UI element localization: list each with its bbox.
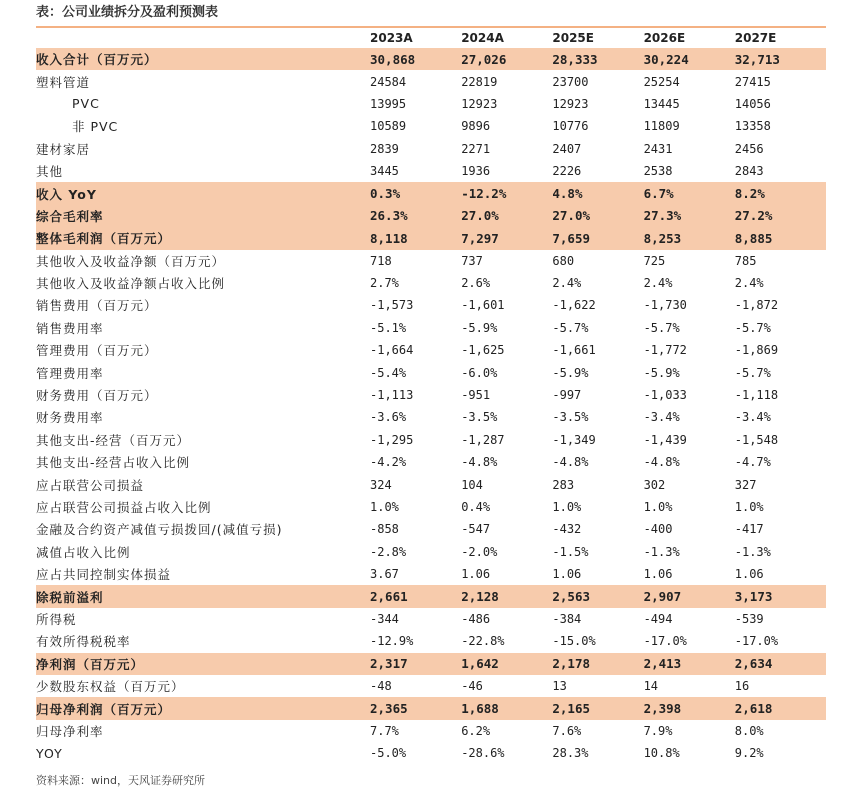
table-row	[36, 384, 826, 406]
value-cell: -1.5%	[552, 544, 589, 559]
value-cell: -17.0%	[643, 634, 687, 649]
row-label: 净利润（百万元）	[36, 656, 145, 672]
value-cell: -539	[734, 611, 764, 626]
row-label: 收入合计（百万元）	[36, 52, 158, 68]
row-label: 其他收入及收益净额占收入比例	[36, 276, 226, 292]
value-cell: -3.5%	[552, 410, 589, 425]
table-row	[36, 272, 826, 294]
value-cell: 2,413	[643, 656, 682, 672]
value-cell: 2,661	[370, 589, 408, 605]
value-cell: -1,439	[643, 432, 687, 447]
value-cell: 22819	[461, 74, 498, 89]
value-cell: -3.6%	[370, 410, 407, 425]
value-cell: -22.8%	[461, 634, 505, 649]
table-row	[36, 496, 826, 518]
value-cell: -2.0%	[461, 544, 498, 559]
header-year: 2023A	[370, 31, 413, 45]
row-label: 财务费用（百万元）	[36, 388, 158, 404]
value-cell: 1.0%	[552, 500, 582, 514]
value-cell: 2,618	[734, 701, 773, 717]
value-cell: -1,664	[370, 343, 414, 358]
value-cell: 1.0%	[643, 500, 673, 514]
value-cell: 6.2%	[461, 723, 491, 738]
row-label: 塑料管道	[36, 74, 91, 90]
row-label: 归母净利率	[36, 723, 104, 739]
value-cell: 0.3%	[370, 186, 401, 202]
value-cell: -858	[370, 522, 399, 537]
row-label: 建材家居	[36, 141, 91, 157]
value-cell: 737	[461, 253, 483, 268]
row-label: 整体毛利润（百万元）	[36, 231, 172, 247]
value-cell: 7.6%	[552, 723, 582, 738]
value-cell: -1,772	[643, 343, 687, 358]
value-cell: 718	[370, 253, 392, 268]
forecast-table	[36, 26, 826, 765]
row-label: 非 PVC	[72, 119, 119, 135]
value-cell: -4.8%	[461, 455, 498, 470]
row-label: 其他	[36, 164, 64, 180]
value-cell: -5.7%	[643, 320, 680, 335]
value-cell: 28.3%	[552, 746, 589, 761]
value-cell: 104	[461, 477, 483, 492]
value-cell: 680	[552, 253, 575, 268]
table-row	[36, 451, 826, 473]
value-cell: -5.9%	[461, 320, 498, 335]
value-cell: 13	[552, 679, 567, 694]
table-row	[36, 675, 826, 697]
table-row	[36, 339, 826, 361]
table-row	[36, 138, 826, 160]
value-cell: 2538	[643, 164, 673, 179]
value-cell: 2,634	[734, 656, 773, 672]
value-cell: -1,869	[734, 343, 779, 358]
value-cell: 4.8%	[552, 186, 583, 202]
value-cell: -4.2%	[370, 455, 407, 470]
value-cell: -1,113	[370, 388, 414, 403]
value-cell: 302	[643, 477, 666, 492]
value-cell: 25254	[643, 74, 680, 89]
value-cell: -3.5%	[461, 410, 498, 425]
value-cell: 7.9%	[643, 723, 673, 738]
value-cell: -1,730	[643, 298, 687, 313]
row-label: 其他收入及收益净额（百万元）	[36, 253, 226, 269]
value-cell: 32,713	[734, 51, 780, 67]
value-cell: 27,026	[461, 51, 507, 67]
value-cell: 30,868	[370, 51, 416, 67]
value-cell: 16	[734, 679, 750, 694]
value-cell: -17.0%	[734, 634, 779, 649]
value-cell: -46	[461, 679, 483, 694]
row-label: 销售费用率	[36, 320, 104, 336]
value-cell: 8,885	[734, 230, 773, 246]
value-cell: -1,622	[552, 298, 596, 313]
value-cell: -48	[370, 679, 392, 694]
value-cell: -5.9%	[552, 365, 589, 380]
table-row	[36, 70, 826, 92]
value-cell: 13445	[643, 96, 680, 111]
row-label: 应占联营公司损益占收入比例	[36, 500, 212, 515]
value-cell: 13995	[370, 96, 407, 111]
row-label: 归母净利润（百万元）	[36, 701, 172, 717]
value-cell: 9896	[461, 119, 491, 134]
value-cell: -417	[734, 522, 764, 537]
row-label: 所得税	[36, 611, 77, 627]
value-cell: -12.2%	[461, 186, 507, 202]
row-label: 应占共同控制实体损益	[36, 567, 172, 583]
value-cell: -951	[461, 388, 491, 403]
row-label: 金融及合约资产减值亏损拨回/(减值亏损)	[36, 522, 283, 538]
value-cell: -1,118	[734, 388, 779, 403]
value-cell: 8.0%	[734, 723, 764, 738]
table-row	[36, 630, 826, 652]
value-cell: 2431	[643, 141, 673, 156]
value-cell: 27415	[734, 74, 771, 89]
value-cell: 785	[734, 253, 757, 268]
table-row	[36, 563, 826, 585]
value-cell: -4.8%	[552, 455, 589, 470]
value-cell: 12923	[461, 96, 498, 111]
value-cell: 27.2%	[734, 208, 773, 224]
value-cell: -1,625	[461, 343, 505, 358]
table-row	[36, 742, 826, 764]
value-cell: 0.4%	[461, 500, 491, 514]
value-cell: -5.7%	[734, 320, 771, 335]
value-cell: -494	[643, 611, 673, 626]
table-row	[36, 720, 826, 742]
header-year: 2024A	[461, 31, 504, 45]
table-row	[36, 585, 826, 607]
table-row	[36, 115, 826, 137]
table-row	[36, 250, 826, 272]
value-cell: 7,659	[552, 230, 591, 246]
header-year: 2027E	[734, 31, 777, 45]
value-cell: 2,398	[643, 701, 682, 717]
value-cell: 2,317	[370, 656, 408, 672]
header-year: 2026E	[643, 31, 686, 45]
row-label: 有效所得税税率	[36, 634, 131, 650]
value-cell: -5.7%	[734, 365, 771, 380]
value-cell: -3.4%	[734, 410, 771, 425]
value-cell: 12923	[552, 96, 589, 111]
row-label: 财务费用率	[36, 410, 104, 426]
row-label: 少数股东权益（百万元）	[36, 679, 185, 695]
row-label: 除税前溢利	[36, 589, 104, 605]
value-cell: 13358	[734, 119, 771, 134]
row-label: 应占联营公司损益	[36, 477, 145, 493]
value-cell: 2.7%	[370, 276, 399, 291]
value-cell: 24584	[370, 74, 407, 89]
value-cell: 1.06	[461, 567, 491, 582]
value-cell: -1,661	[552, 343, 596, 358]
value-cell: -4.8%	[643, 455, 680, 470]
value-cell: -12.9%	[370, 634, 414, 649]
value-cell: -1.3%	[643, 544, 680, 559]
table-header-row	[36, 28, 826, 48]
value-cell: 324	[370, 477, 392, 492]
value-cell: -5.9%	[643, 365, 680, 380]
value-cell: 1.0%	[734, 500, 764, 514]
row-label: 收入 YoY	[36, 186, 97, 202]
value-cell: 2.4%	[643, 276, 673, 291]
row-label: 管理费用（百万元）	[36, 343, 158, 359]
value-cell: 27.3%	[643, 208, 682, 224]
value-cell: 1,642	[461, 656, 499, 672]
value-cell: 8.2%	[734, 186, 765, 202]
value-cell: -5.0%	[370, 746, 407, 761]
table-row	[36, 160, 826, 182]
row-label: 管理费用率	[36, 365, 104, 381]
value-cell: -15.0%	[552, 634, 596, 649]
source-note: 资料来源：wind，天风证券研究所	[36, 774, 206, 787]
value-cell: 11809	[643, 119, 680, 134]
value-cell: 23700	[552, 74, 589, 89]
value-cell: 6.7%	[643, 186, 674, 202]
value-cell: 7,297	[461, 230, 499, 246]
value-cell: 1936	[461, 164, 491, 179]
row-label: 其他支出-经营占收入比例	[36, 455, 191, 471]
value-cell: -5.4%	[370, 365, 407, 380]
value-cell: 2407	[552, 141, 582, 156]
value-cell: 10589	[370, 119, 407, 134]
value-cell: -5.1%	[370, 320, 407, 335]
value-cell: 9.2%	[734, 746, 764, 761]
table-body	[36, 48, 826, 765]
value-cell: -997	[552, 388, 582, 403]
row-label: 综合毛利率	[36, 208, 104, 224]
value-cell: 10776	[552, 119, 589, 134]
value-cell: 283	[552, 477, 575, 492]
value-cell: 27.0%	[552, 208, 591, 224]
table-row	[36, 697, 826, 719]
value-cell: -1,573	[370, 298, 414, 313]
table-row	[36, 294, 826, 316]
value-cell: 2,563	[552, 589, 591, 605]
value-cell: 2,165	[552, 701, 591, 717]
table-row	[36, 48, 826, 70]
value-cell: 2,365	[370, 701, 408, 717]
value-cell: 1,688	[461, 701, 499, 717]
value-cell: -384	[552, 611, 582, 626]
table-row	[36, 429, 826, 451]
value-cell: 2456	[734, 141, 764, 156]
table-row	[36, 227, 826, 249]
value-cell: -344	[370, 611, 399, 626]
value-cell: 1.06	[643, 567, 673, 582]
value-cell: -486	[461, 611, 491, 626]
value-cell: -3.4%	[643, 410, 680, 425]
value-cell: 2.4%	[734, 276, 764, 291]
value-cell: 10.8%	[643, 746, 680, 761]
value-cell: 28,333	[552, 51, 598, 67]
row-label: 其他支出-经营（百万元）	[36, 432, 191, 448]
value-cell: 2,907	[643, 589, 682, 605]
table-row	[36, 541, 826, 563]
table-row	[36, 361, 826, 383]
value-cell: -1,349	[552, 432, 596, 447]
value-cell: -28.6%	[461, 746, 505, 761]
value-cell: 26.3%	[370, 208, 408, 224]
value-cell: 2.6%	[461, 276, 491, 291]
value-cell: 14056	[734, 96, 771, 111]
value-cell: -6.0%	[461, 365, 498, 380]
table-row	[36, 317, 826, 339]
table-row	[36, 93, 826, 115]
value-cell: 1.0%	[370, 500, 399, 514]
table-row	[36, 608, 826, 630]
row-label: YOY	[36, 745, 63, 761]
value-cell: 30,224	[643, 51, 689, 67]
table-row	[36, 205, 826, 227]
value-cell: -5.7%	[552, 320, 589, 335]
row-label: 减值占收入比例	[36, 544, 131, 560]
value-cell: -1,287	[461, 432, 505, 447]
value-cell: 2.4%	[552, 276, 582, 291]
value-cell: 14	[643, 679, 659, 694]
value-cell: -1,872	[734, 298, 779, 313]
row-label: PVC	[72, 96, 100, 112]
value-cell: -1,033	[643, 388, 687, 403]
value-cell: 3,173	[734, 589, 773, 605]
value-cell: -1.3%	[734, 544, 771, 559]
value-cell: -432	[552, 522, 582, 537]
table-row	[36, 653, 826, 675]
table-row	[36, 406, 826, 428]
header-year: 2025E	[552, 31, 594, 45]
value-cell: 27.0%	[461, 208, 499, 224]
value-cell: -547	[461, 522, 491, 537]
value-cell: 327	[734, 477, 757, 492]
value-cell: -4.7%	[734, 455, 771, 470]
value-cell: 8,118	[370, 230, 408, 246]
value-cell: -1,548	[734, 432, 779, 447]
table-row	[36, 473, 826, 495]
row-label: 销售费用（百万元）	[36, 298, 158, 314]
value-cell: 2226	[552, 164, 582, 179]
value-cell: -1,601	[461, 298, 505, 313]
value-cell: 2,178	[552, 656, 591, 672]
value-cell: 3.67	[370, 567, 399, 582]
value-cell: 1.06	[734, 567, 764, 582]
value-cell: 725	[643, 253, 666, 268]
value-cell: -2.8%	[370, 544, 407, 559]
value-cell: 2843	[734, 164, 764, 179]
table-row	[36, 518, 826, 540]
value-cell: 2271	[461, 141, 491, 156]
value-cell: 8,253	[643, 230, 682, 246]
value-cell: 3445	[370, 164, 399, 179]
value-cell: -1,295	[370, 432, 414, 447]
value-cell: 2,128	[461, 589, 499, 605]
table-row	[36, 182, 826, 204]
value-cell: 2839	[370, 141, 399, 156]
value-cell: -400	[643, 522, 673, 537]
value-cell: 7.7%	[370, 723, 399, 738]
value-cell: 1.06	[552, 567, 582, 582]
table-title: 表：公司业绩拆分及盈利预测表	[36, 5, 219, 20]
